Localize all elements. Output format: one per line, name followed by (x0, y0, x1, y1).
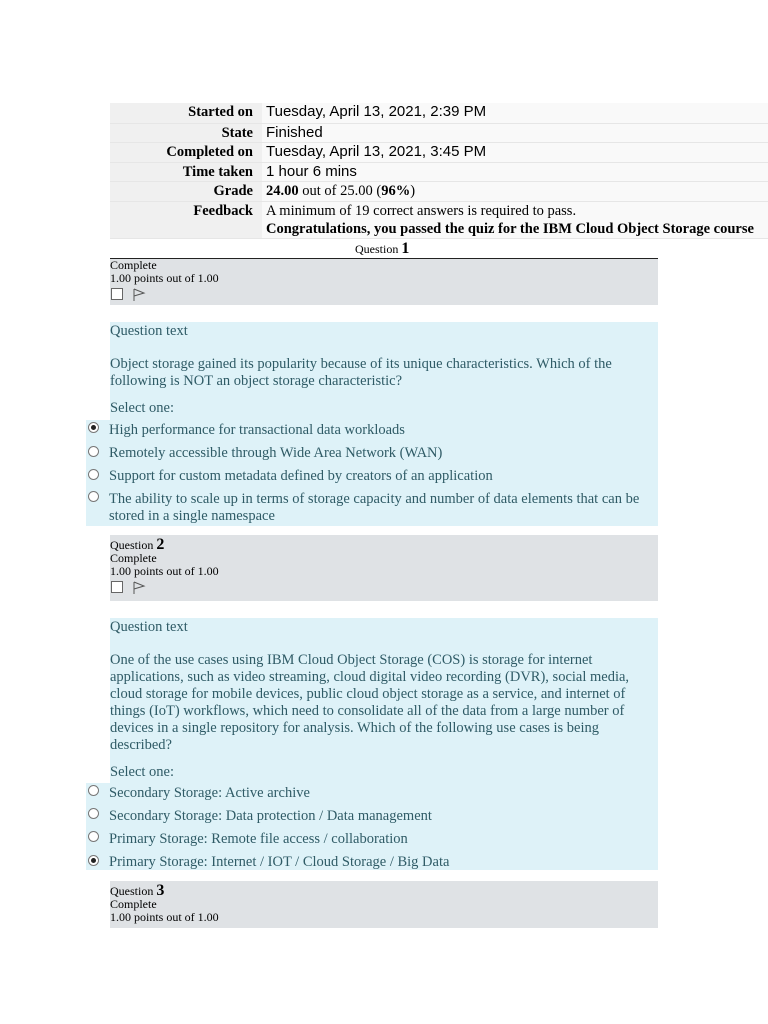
question-3-number: 3 (156, 882, 165, 899)
summary-row-started (110, 103, 768, 123)
question-2-status: Complete (110, 551, 157, 565)
question-1-title (355, 240, 409, 258)
grade-percent: 96% (381, 182, 411, 199)
question-2-answer-b[interactable] (86, 806, 658, 829)
question-1-radio-b[interactable] (88, 446, 99, 457)
question-1-radio-c[interactable] (88, 469, 99, 480)
question-3-word: Question (110, 884, 154, 898)
state-label: State (110, 123, 262, 142)
question-1-answer-b[interactable] (86, 442, 658, 465)
question-1-word: Question (355, 242, 399, 256)
question-1-select-one: Select one: (110, 400, 175, 416)
question-2-radio-a[interactable] (88, 785, 99, 796)
grade-label: Grade (110, 181, 262, 201)
question-1-info (110, 259, 658, 305)
question-2-flag-checkbox[interactable] (111, 581, 123, 593)
question-1-answer-c[interactable] (86, 465, 658, 488)
question-2-prompt: One of the use cases using IBM Cloud Object Storage (COS) is storage for internet applications, such as video streaming, cloud digital video recording (DVR), social media, cloud storage for mobile devices, public cloud object storage as a service, and internet of things (IoT) workflows, which need to consolidate all of the data from a large number of devices in a single repository for analysis. Which of the following use cases is being described? (110, 652, 630, 753)
question-2-text-heading: Question text (110, 619, 188, 635)
flag-icon[interactable] (132, 581, 146, 595)
summary-row-state (110, 123, 768, 142)
question-1-answer-c-text: Support for custom metadata defined by creators of an application (109, 468, 493, 484)
question-3-info (110, 881, 658, 928)
question-3-status: Complete (110, 897, 157, 911)
question-1-radio-d[interactable] (88, 491, 99, 502)
question-1-number: 1 (401, 240, 410, 257)
time-label: Time taken (110, 162, 262, 181)
question-2-radio-d[interactable] (88, 855, 99, 866)
question-2-number: 2 (156, 536, 165, 553)
started-value: Tuesday, April 13, 2021, 2:39 PM (262, 103, 768, 123)
question-1-answer-d-text: The ability to scale up in terms of storage capacity and number of data elements that can be stored in a single namespace (109, 491, 640, 524)
question-2-select-one: Select one: (110, 764, 175, 780)
question-2-radio-c[interactable] (88, 831, 99, 842)
question-1-answer-d[interactable] (86, 488, 658, 526)
grade-value (262, 181, 768, 201)
question-1-radio-a[interactable] (88, 422, 99, 433)
feedback-value (262, 201, 768, 238)
question-1-flag-row (110, 285, 658, 303)
summary-row-feedback (110, 201, 768, 238)
state-value: Finished (262, 123, 768, 142)
started-label: Started on (110, 103, 262, 123)
question-2-flag-row (110, 578, 658, 596)
question-1-status: Complete (110, 258, 157, 272)
question-2-answer-d[interactable] (86, 852, 658, 870)
question-3-points: 1.00 points out of 1.00 (110, 910, 219, 924)
question-2-points: 1.00 points out of 1.00 (110, 564, 219, 578)
question-1-text-heading: Question text (110, 323, 188, 339)
feedback-label: Feedback (110, 201, 262, 238)
completed-value: Tuesday, April 13, 2021, 3:45 PM (262, 142, 768, 162)
attempt-summary-table (110, 103, 768, 239)
summary-row-time (110, 162, 768, 181)
grade-score: 24.00 (266, 182, 299, 199)
grade-close: ) (410, 182, 416, 199)
question-1-answer-a[interactable] (86, 420, 658, 442)
summary-row-grade (110, 181, 768, 201)
question-2-word: Question (110, 538, 154, 552)
question-1-answer-b-text: Remotely accessible through Wide Area Network (WAN) (109, 445, 443, 461)
question-2-answer-a[interactable] (86, 783, 658, 806)
question-1-flag-checkbox[interactable] (111, 288, 123, 300)
question-2-title (110, 538, 658, 552)
time-value: 1 hour 6 mins (262, 162, 768, 181)
question-2-answer-a-text: Secondary Storage: Active archive (109, 785, 310, 801)
grade-out-of: out of 25.00 ( (298, 182, 382, 199)
question-2-answer-b-text: Secondary Storage: Data protection / Data management (109, 808, 432, 824)
feedback-line-1: A minimum of 19 correct answers is required to pass. (266, 202, 577, 219)
question-2-radio-b[interactable] (88, 808, 99, 819)
question-1-points: 1.00 points out of 1.00 (110, 271, 219, 285)
question-2-answer-c[interactable] (86, 829, 658, 852)
question-1-answer-a-text: High performance for transactional data workloads (109, 422, 405, 438)
question-1-prompt: Object storage gained its popularity because of its unique characteristics. Which of the following is NOT an object storage characteristic? (110, 356, 612, 389)
question-2-info (110, 535, 658, 601)
question-2-answer-c-text: Primary Storage: Remote file access / collaboration (109, 831, 408, 847)
summary-row-completed (110, 142, 768, 162)
question-2-answer-d-text: Primary Storage: Internet / IOT / Cloud Storage / Big Data (109, 854, 450, 870)
feedback-line-2: Congratulations, you passed the quiz for the IBM Cloud Object Storage course (266, 220, 754, 237)
completed-label: Completed on (110, 142, 262, 162)
question-3-title (110, 884, 658, 898)
flag-icon[interactable] (132, 288, 146, 302)
